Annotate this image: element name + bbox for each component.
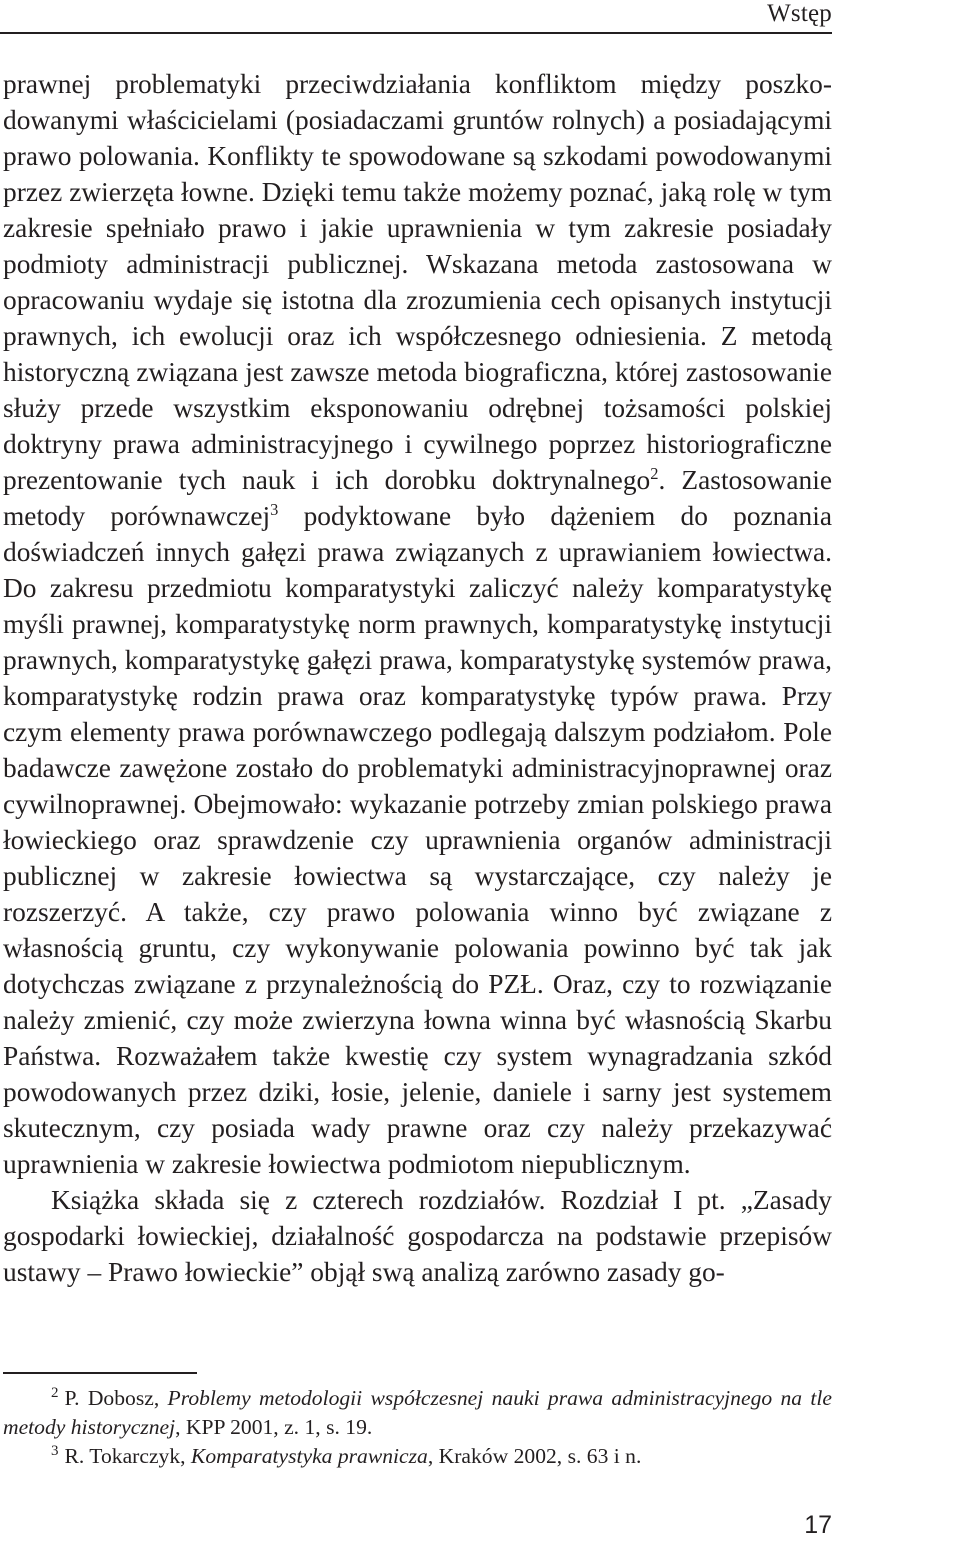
page-number: 17: [804, 1511, 832, 1539]
footnotes: [3, 1384, 832, 1471]
footnote-2-title: Problemy metodologii współczesnej nauki prawa administracyjnego na tle metody historycznej: [3, 1386, 832, 1439]
footnote-ref-2[interactable]: 2: [650, 463, 659, 483]
footnote-2: [3, 1384, 832, 1442]
footnote-2-number: 2: [51, 1384, 59, 1401]
footnote-3-author: R. Tokarczyk,: [64, 1444, 191, 1468]
footnote-3-details: , Kraków 2002, s. 63 i n.: [427, 1444, 642, 1468]
paragraph-1-text-a: prawnej problematyki przeciwdziałania konfliktom między poszkodowanymi właścicielami (posiadaczami gruntów rolnych) a posiadającymi prawo polowania. Konflikty te spowodowane są szkodami powodowanymi przez zwierzęta łowne. Dzięki temu także możemy poznać, jaką rolę w tym zakresie spełniało prawo i jakie uprawnienia w tym zakresie posiadały podmioty administracji publicznej. Wskazana metoda zastosowana w opracowaniu wydaje się istotna dla zrozumienia cech opisanych instytucji prawnych, ich ewolucji oraz ich współczesnego odniesienia. Z metodą historyczną związana jest zawsze metoda biograficzna, której zastosowanie służy przede wszystkim eksponowaniu odrębnej tożsamości polskiej doktryny prawa administracyjnego i cywilnego poprzez historiograficzne prezentowanie tych nauk i ich dorobku doktrynalnego: [3, 69, 832, 495]
footnote-ref-3[interactable]: 3: [270, 499, 279, 519]
paragraph-1-text-c: podyktowane było dążeniem do poznania doświadczeń innych gałęzi prawa związanych z uprawianiem łowiectwa. Do zakresu przedmiotu komparatystyki zaliczyć należy komparatystykę myśli prawnej, komparatystykę norm prawnych, komparatystykę instytucji prawnych, komparatystykę gałęzi prawa, komparatystykę systemów prawa, komparatystykę rodzin prawa oraz komparatystykę typów prawa. Przy czym elementy prawa porównawczego podlegają dalszym podziałom. Pole badawcze zawężone zostało do problematyki administracyjnoprawnej oraz cywilnoprawnej. Obejmowało: wykazanie potrzeby zmian polskiego prawa łowieckiego oraz sprawdzenie czy uprawnienia organów administracji publicznej w zakresie łowiectwa są wystarczające, czy należy je rozszerzyć. A także, czy prawo polowania winno być związane z własnością gruntu, czy wykonywanie polowania powinno być tak jak dotychczas związane z przynależnością do PZŁ. Oraz, czy to rozwiązanie należy zmienić, czy może zwierzyna łowna winna być własnością Skarbu Państwa. Rozważałem także kwestię czy system wynagradzania szkód powodowanych przez dziki, łosie, jelenie, daniele i sarny jest systemem skutecznym, czy posiada wady prawne oraz czy należy przekazywać uprawnienia w zakresie łowiectwa podmiotom niepublicznym.: [3, 501, 832, 1179]
footnote-separator: [3, 1372, 197, 1374]
main-text: [3, 66, 832, 1290]
paragraph-1: [3, 66, 832, 1182]
header-rule: [0, 32, 832, 34]
footnote-2-author: P. Dobosz,: [64, 1386, 168, 1410]
footnote-3-number: 3: [51, 1442, 59, 1459]
running-head-title: Wstęp: [767, 0, 832, 27]
footnote-3-title: Komparatystyka prawnicza: [190, 1444, 428, 1468]
paragraph-1-text-b: . Zastosowanie metody porównawczej: [3, 465, 833, 531]
paragraph-2: Książka składa się z czterech rozdziałów. Rozdział I pt. „Zasady gospodarki łowieckiej, działalność gospodarcza na podstawie przepisów ustawy – Prawo łowieckie” objął swą analizą zarówno zasady go-: [3, 1185, 832, 1287]
footnote-3: [3, 1442, 832, 1471]
footnote-2-details: , KPP 2001, z. 1, s. 19.: [175, 1415, 373, 1439]
